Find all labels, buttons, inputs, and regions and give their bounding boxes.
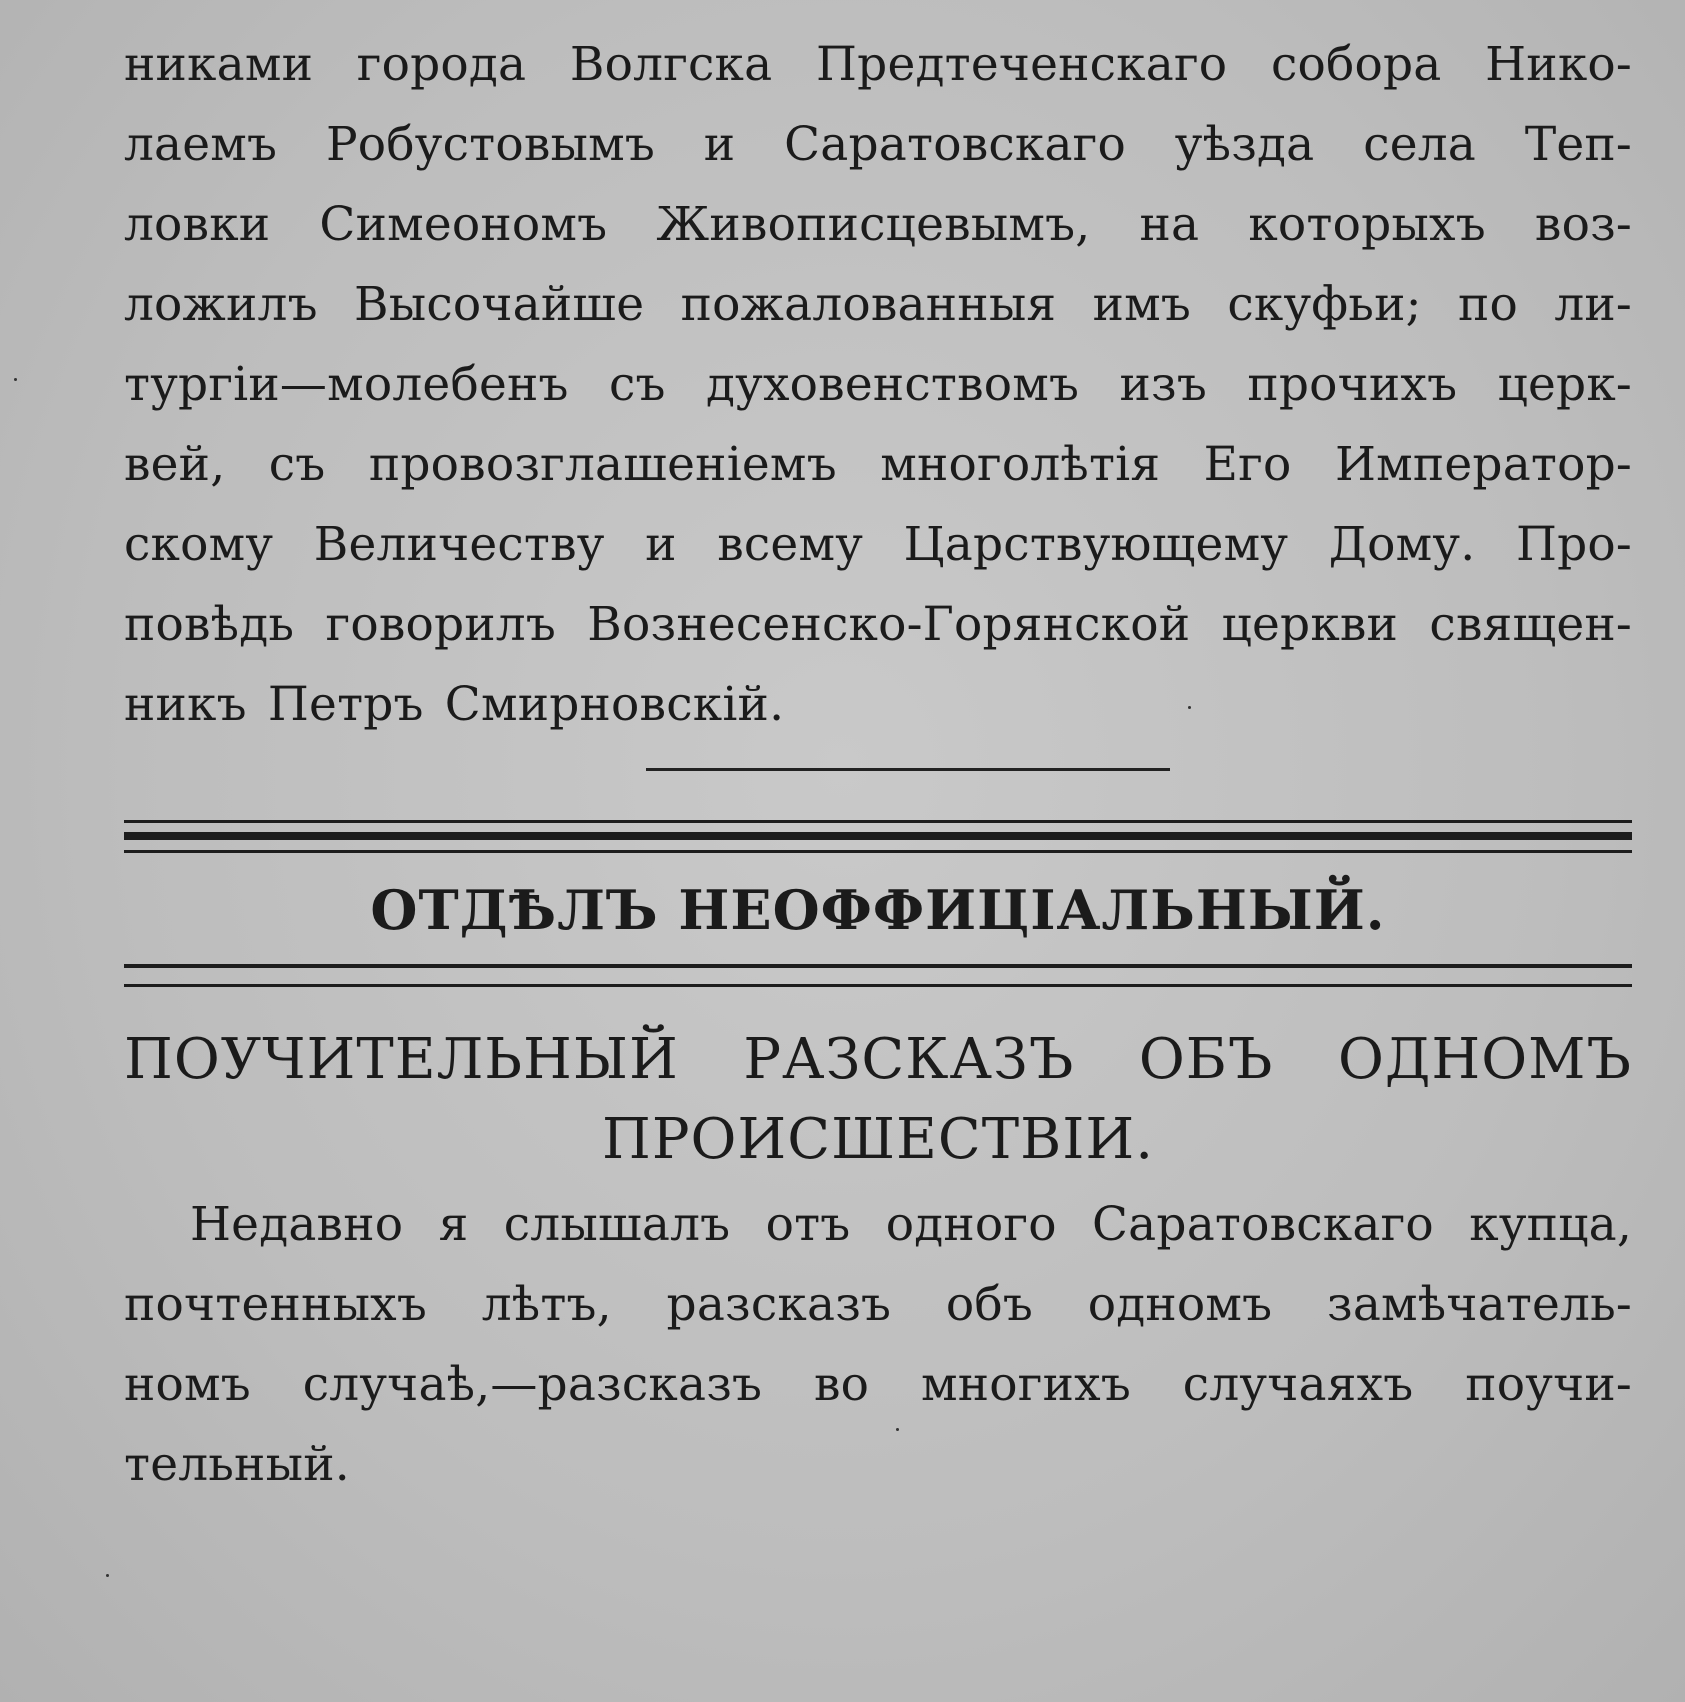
print-speck — [1188, 706, 1191, 709]
text-line: скому Величеству и всему Царствующему Дому. Про- — [124, 517, 1632, 572]
text-line: почтенныхъ лѣтъ, разсказъ объ одномъ замѣчатель- — [124, 1277, 1632, 1332]
print-speck — [14, 378, 17, 381]
article-title-line-2: ПРОИСШЕСТВІИ. — [602, 1107, 1154, 1172]
text-line: Недавно я слышалъ отъ одного Саратовскаго купца, — [190, 1197, 1632, 1252]
text-line: никъ Петръ Смирновскій. — [124, 677, 785, 732]
section-rule-lower-2 — [124, 984, 1632, 987]
text-line: вей, съ провозглашеніемъ многолѣтія Его Император- — [124, 437, 1632, 492]
text-line: лаемъ Робустовымъ и Саратовскаго уѣзда села Теп- — [124, 117, 1632, 172]
end-of-article-rule — [646, 768, 1170, 771]
text-line: ловки Симеономъ Живописцевымъ, на которыхъ воз- — [124, 197, 1632, 252]
print-speck — [106, 1574, 109, 1577]
article-title-line-1: ПОУЧИТЕЛЬНЫЙ РАЗСКАЗЪ ОБЪ ОДНОМЪ — [124, 1027, 1632, 1092]
section-rule-thick — [124, 832, 1632, 840]
section-title: ОТДѢЛЪ НЕОФФИЦІАЛЬНЫЙ. — [370, 878, 1386, 942]
section-rule-thin-top — [124, 820, 1632, 823]
text-line: ложилъ Высочайше пожалованныя имъ скуфьи; по ли- — [124, 277, 1632, 332]
section-rule-thin-bottom — [124, 850, 1632, 853]
print-speck — [896, 1428, 899, 1431]
text-line: номъ случаѣ,—разсказъ во многихъ случаяхъ поучи- — [124, 1357, 1632, 1412]
text-line: никами города Волгска Предтеченскаго собора Нико- — [124, 37, 1632, 92]
section-rule-lower-1 — [124, 964, 1632, 968]
text-line: повѣдь говорилъ Вознесенско-Горянской церкви священ- — [124, 597, 1632, 652]
text-line: тельный. — [124, 1437, 350, 1492]
text-line: тургіи—молебенъ съ духовенствомъ изъ прочихъ церк- — [124, 357, 1632, 412]
